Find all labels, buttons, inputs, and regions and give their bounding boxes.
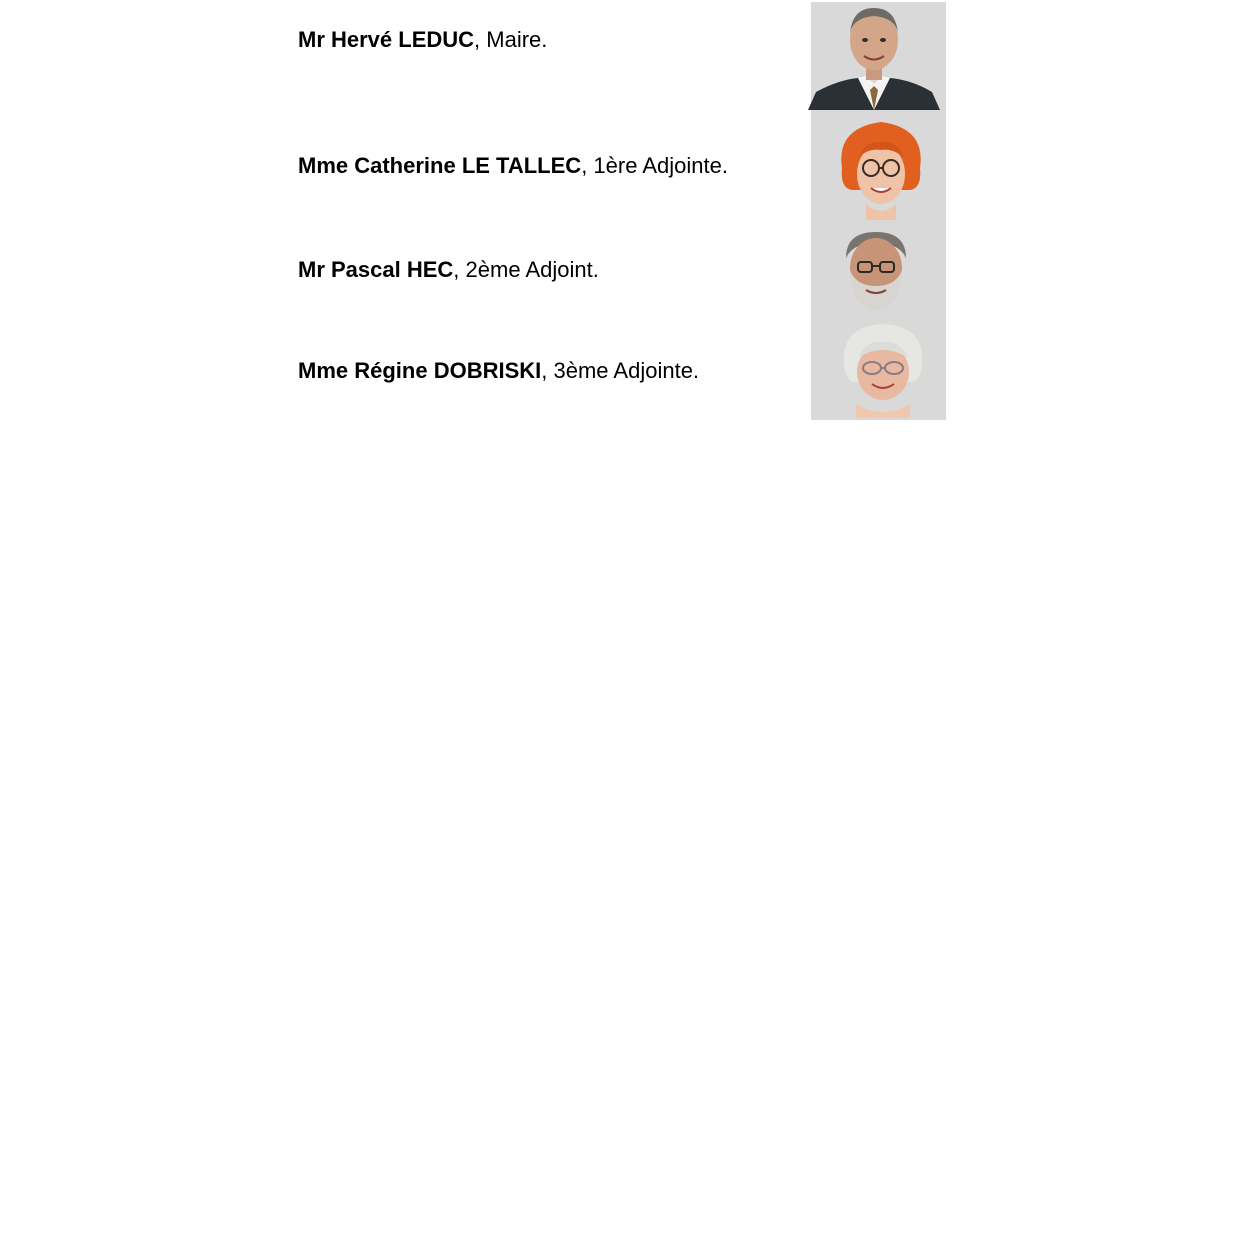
woman-red-hair-portrait bbox=[836, 118, 926, 220]
official-entry-first-deputy bbox=[298, 153, 728, 179]
official-name: Mme Régine DOBRISKI bbox=[298, 358, 542, 383]
official-role: , 2ème Adjoint. bbox=[453, 257, 599, 282]
official-role: , 3ème Adjointe. bbox=[541, 358, 700, 383]
official-role: , 1ère Adjointe. bbox=[581, 153, 728, 178]
official-role: , Maire. bbox=[474, 27, 548, 52]
official-name: Mme Catherine LE TALLEC bbox=[298, 153, 582, 178]
official-entry-third-deputy bbox=[298, 358, 699, 384]
official-entry-mayor bbox=[298, 27, 547, 53]
official-name: Mr Hervé LEDUC bbox=[298, 27, 475, 52]
man-suit-portrait bbox=[808, 0, 940, 110]
man-grey-beard-portrait bbox=[838, 228, 914, 312]
woman-white-hair-portrait bbox=[836, 320, 930, 418]
official-entry-second-deputy bbox=[298, 257, 599, 283]
official-name: Mr Pascal HEC bbox=[298, 257, 454, 282]
